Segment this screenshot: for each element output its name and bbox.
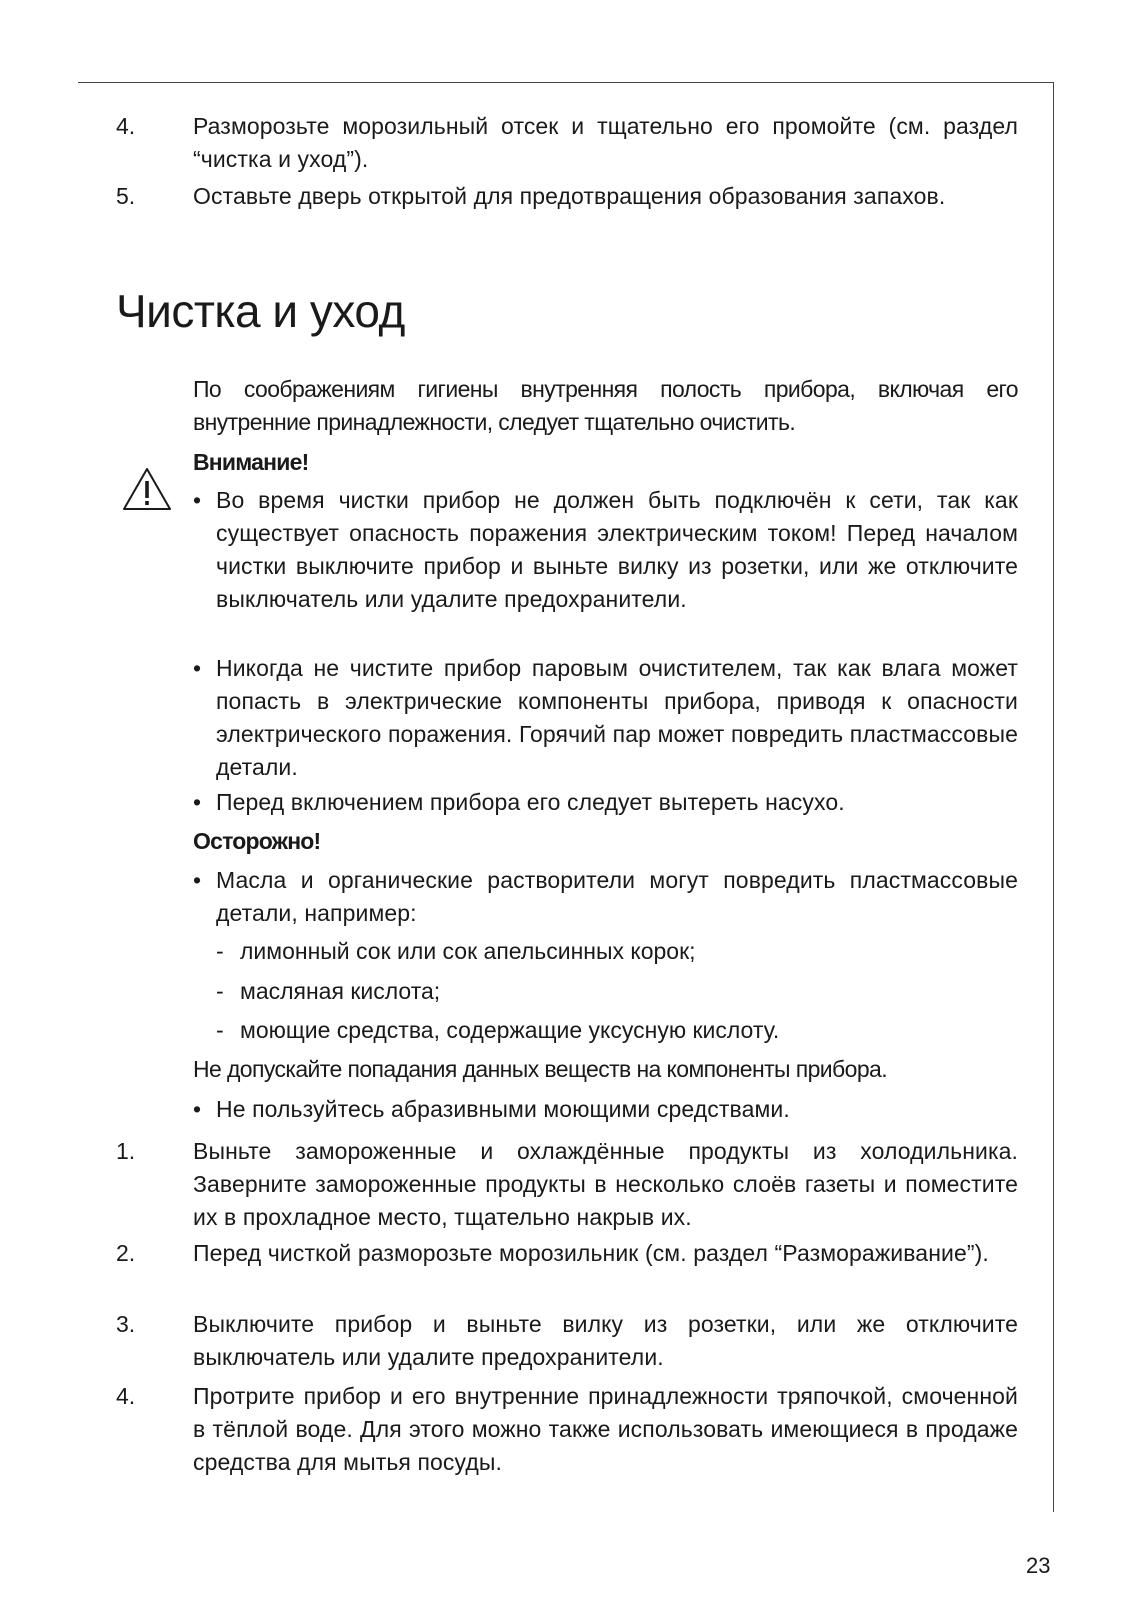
bullet-icon: • — [193, 789, 202, 815]
dash-marker: - — [216, 938, 224, 964]
caution-bullet: Масла и органические растворители могут повредить пластмассовые детали, например: — [216, 867, 1018, 926]
list-item-text: Разморозьте морозильный отсек и тщательно его промойте (см. раздел “чистка и уход”). — [193, 113, 1018, 172]
caution-dash-item: масляная кислота; — [240, 978, 441, 1004]
warning-bullet: Никогда не чистите прибор паровым очистителем, так как влага может попасть в электрические компоненты прибора, приводя к опасности электрического поражения. Горячий пар может повредить пластмассовые детали. — [216, 655, 1018, 780]
caution-dash-item: моющие средства, содержащие уксусную кислоту. — [240, 1017, 780, 1043]
warning-bullet: Перед включением прибора его следует вытереть насухо. — [216, 789, 845, 815]
section-intro: По соображениям гигиены внутренняя полость прибора, включая его внутренние принадлежности, следует тщательно очистить. — [193, 376, 1018, 435]
warning-title: Внимание! — [193, 449, 309, 475]
top-rule — [78, 82, 1053, 83]
step-number: 4. — [116, 1383, 136, 1409]
section-title: Чистка и уход — [116, 285, 405, 337]
right-rule — [1053, 82, 1054, 1512]
caution-title: Осторожно! — [193, 828, 321, 854]
caution-dash-item: лимонный сок или сок апельсинных корок; — [240, 938, 696, 964]
dash-marker: - — [216, 1017, 224, 1043]
list-number: 4. — [116, 113, 136, 139]
list-item-text: Оставьте дверь открытой для предотвращения образования запахов. — [193, 183, 946, 209]
dash-marker: - — [216, 978, 224, 1004]
warning-triangle-icon — [121, 466, 173, 512]
step-number: 1. — [116, 1138, 136, 1164]
step-text: Перед чисткой разморозьте морозильник (см. раздел “Размораживание”). — [193, 1240, 989, 1266]
caution-note: Не допускайте попадания данных веществ на компоненты прибора. — [193, 1056, 887, 1082]
step-text: Выньте замороженные и охлаждённые продукты из холодильника. Заверните замороженные продукты в несколько слоёв газеты и поместите их в прохладное место, тщательно накрыв их. — [193, 1138, 1018, 1230]
step-number: 3. — [116, 1311, 136, 1337]
warning-bullet: Во время чистки прибор не должен быть подключён к сети, так как существует опасность поражения электрическим током! Перед началом чистки выключите прибор и выньте вилку из розетки, или же отключите выключатель или удалите предохранители. — [216, 487, 1018, 612]
list-number: 5. — [116, 183, 136, 209]
bullet-icon: • — [193, 867, 202, 893]
page-number: 23 — [1026, 1553, 1051, 1578]
step-number: 2. — [116, 1240, 136, 1266]
bullet-icon: • — [193, 487, 202, 513]
step-text: Выключите прибор и выньте вилку из розетки, или же отключите выключатель или удалите предохранители. — [193, 1311, 1018, 1370]
bullet-icon: • — [193, 655, 202, 681]
step-text: Протрите прибор и его внутренние принадлежности тряпочкой, смоченной в тёплой воде. Для этого можно также использовать имеющиеся в продаже средства для мытья посуды. — [193, 1383, 1018, 1475]
caution-bullet: Не пользуйтесь абразивными моющими средствами. — [216, 1096, 790, 1122]
bullet-icon: • — [193, 1096, 202, 1122]
